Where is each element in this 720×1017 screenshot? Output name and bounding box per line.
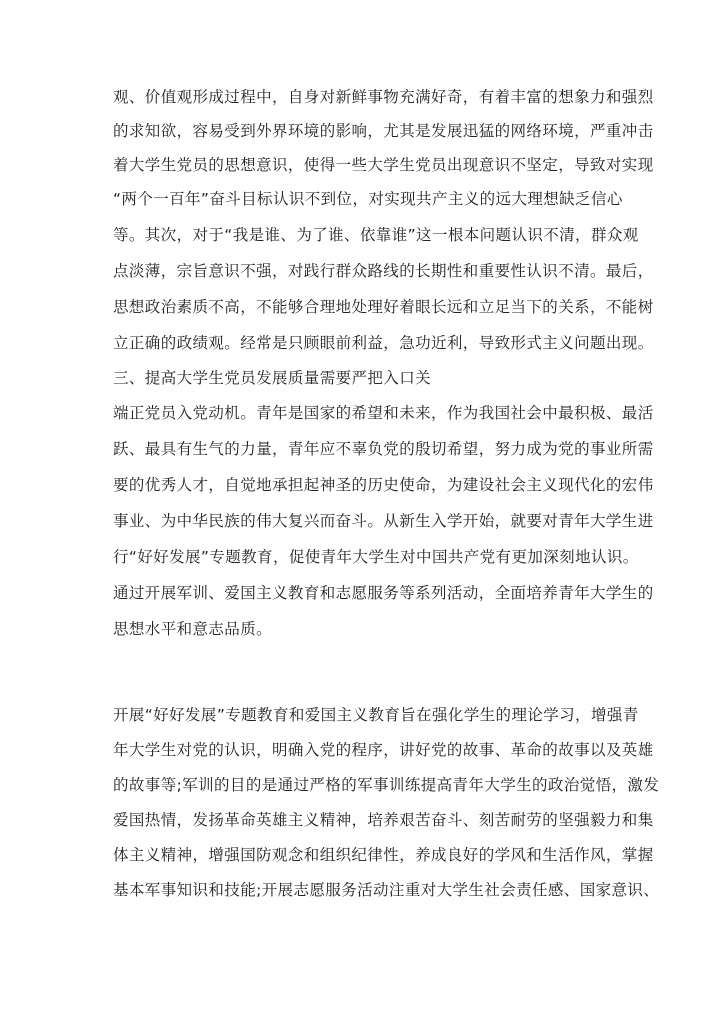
text-line: “两个一百年”奋斗目标认识不到位，对实现共产主义的远大理想缺乏信心 xyxy=(113,190,623,208)
text-line: 基本军事知识和技能;开展志愿服务活动注重对大学生社会责任感、国家意识、 xyxy=(113,881,660,899)
text-line: 要的优秀人才，自觉地承担起神圣的历史使命，为建设社会主义现代化的宏伟 xyxy=(113,476,654,494)
text-line: 端正党员入党动机。青年是国家的希望和未来，作为我国社会中最积极、最活 xyxy=(113,404,654,422)
text-line: 爱国热情，发扬革命英雄主义精神，培养艰苦奋斗、刻苦耐劳的坚强毅力和集 xyxy=(113,811,654,829)
text-line: 年大学生对党的认识，明确入党的程序，讲好党的故事、革命的故事以及英雄 xyxy=(113,741,654,759)
text-line: 事业、为中华民族的伟大复兴而奋斗。从新生入学开始，就要对青年大学生进 xyxy=(113,512,654,530)
text-line: 开展“好好发展”专题教育和爱国主义教育旨在强化学生的理论学习，增强青 xyxy=(113,706,639,724)
text-line: 思想水平和意志品质。 xyxy=(113,620,273,638)
text-line: 的故事等;军训的目的是通过严格的军事训练提高青年大学生的政治觉悟，激发 xyxy=(113,776,660,794)
section-heading: 三、提高大学生党员发展质量需要严把入口关 xyxy=(113,369,432,387)
text-line: 点淡薄，宗旨意识不强，对践行群众路线的长期性和重要性认识不清。最后， xyxy=(113,262,654,280)
text-line: 思想政治素质不高，不能够合理地处理好着眼长远和立足当下的关系，不能树 xyxy=(113,298,654,316)
text-line: 等。其次，对于“我是谁、为了谁、依靠谁”这一根本问题认识不清，群众观 xyxy=(113,226,639,244)
text-line: 观、价值观形成过程中，自身对新鲜事物充满好奇，有着丰富的想象力和强烈 xyxy=(113,88,654,106)
text-line: 行“好好发展”专题教育，促使青年大学生对中国共产党有更加深刻地认识。 xyxy=(113,548,639,566)
text-line: 着大学生党员的思想意识，使得一些大学生党员出现意识不坚定，导致对实现 xyxy=(113,156,654,174)
text-line: 通过开展军训、爱国主义教育和志愿服务等系列活动，全面培养青年大学生的 xyxy=(113,584,654,602)
text-line: 的求知欲，容易受到外界环境的影响，尤其是发展迅猛的网络环境，严重冲击 xyxy=(113,122,654,140)
text-line: 立正确的政绩观。经常是只顾眼前利益，急功近利，导致形式主义问题出现。 xyxy=(113,334,654,352)
text-line: 跃、最具有生气的力量，青年应不辜负党的殷切希望，努力成为党的事业所需 xyxy=(113,440,654,458)
text-line: 体主义精神，增强国防观念和组织纪律性，养成良好的学风和生活作风，掌握 xyxy=(113,846,654,864)
